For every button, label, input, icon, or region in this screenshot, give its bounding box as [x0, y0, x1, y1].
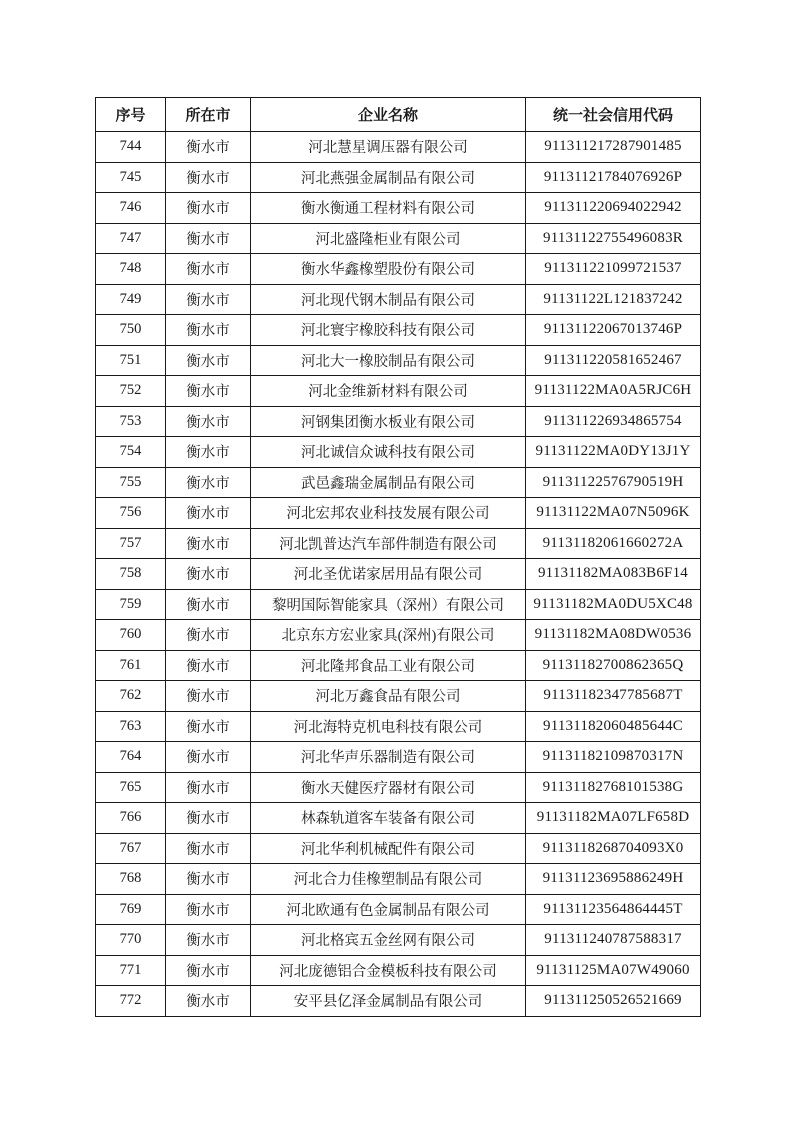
credit-code-cell: 911311217287901485	[526, 132, 701, 163]
city-cell: 衡水市	[166, 345, 251, 376]
credit-code-cell: 91131182MA08DW0536	[526, 620, 701, 651]
company-name-cell: 衡水衡通工程材料有限公司	[251, 193, 526, 224]
credit-code-cell: 911311250526521669	[526, 986, 701, 1017]
serial-cell: 750	[96, 315, 166, 346]
city-cell: 衡水市	[166, 559, 251, 590]
serial-cell: 748	[96, 254, 166, 285]
table-row	[96, 833, 701, 864]
city-cell: 衡水市	[166, 681, 251, 712]
table-row	[96, 559, 701, 590]
city-cell: 衡水市	[166, 955, 251, 986]
city-cell: 衡水市	[166, 498, 251, 529]
table-row	[96, 894, 701, 925]
serial-cell: 763	[96, 711, 166, 742]
city-cell: 衡水市	[166, 437, 251, 468]
credit-code-cell: 91131122L121837242	[526, 284, 701, 315]
credit-code-cell: 91131182MA083B6F14	[526, 559, 701, 590]
city-cell: 衡水市	[166, 284, 251, 315]
table-header-row	[96, 98, 701, 132]
table-row	[96, 315, 701, 346]
company-name-cell: 河北庞德铝合金模板科技有限公司	[251, 955, 526, 986]
table-row	[96, 162, 701, 193]
city-cell: 衡水市	[166, 376, 251, 407]
table-row	[96, 528, 701, 559]
company-name-cell: 河北凯普达汽车部件制造有限公司	[251, 528, 526, 559]
serial-cell: 747	[96, 223, 166, 254]
company-name-cell: 河北宏邦农业科技发展有限公司	[251, 498, 526, 529]
credit-code-cell: 911311220581652467	[526, 345, 701, 376]
city-cell: 衡水市	[166, 803, 251, 834]
serial-cell: 771	[96, 955, 166, 986]
table-row	[96, 925, 701, 956]
credit-code-cell: 91131122576790519H	[526, 467, 701, 498]
table-row	[96, 376, 701, 407]
serial-cell: 754	[96, 437, 166, 468]
table-row	[96, 955, 701, 986]
serial-cell: 766	[96, 803, 166, 834]
city-cell: 衡水市	[166, 467, 251, 498]
city-cell: 衡水市	[166, 528, 251, 559]
credit-code-cell: 91131122MA0DY13J1Y	[526, 437, 701, 468]
city-cell: 衡水市	[166, 894, 251, 925]
company-name-cell: 河北圣优诺家居用品有限公司	[251, 559, 526, 590]
credit-code-cell: 91131122MA0A5RJC6H	[526, 376, 701, 407]
serial-cell: 765	[96, 772, 166, 803]
company-name-cell: 河北慧星调压器有限公司	[251, 132, 526, 163]
credit-code-cell: 91131122MA07N5096K	[526, 498, 701, 529]
credit-code-cell: 91131121784076926P	[526, 162, 701, 193]
serial-cell: 767	[96, 833, 166, 864]
city-cell: 衡水市	[166, 193, 251, 224]
table-row	[96, 620, 701, 651]
table-row	[96, 864, 701, 895]
serial-cell: 759	[96, 589, 166, 620]
company-name-cell: 河钢集团衡水板业有限公司	[251, 406, 526, 437]
table-row	[96, 711, 701, 742]
credit-code-cell: 91131182768101538G	[526, 772, 701, 803]
table-row	[96, 681, 701, 712]
company-name-cell: 北京东方宏业家具(深州)有限公司	[251, 620, 526, 651]
serial-cell: 744	[96, 132, 166, 163]
city-cell: 衡水市	[166, 864, 251, 895]
credit-code-cell: 91131123564864445T	[526, 894, 701, 925]
table-row	[96, 284, 701, 315]
credit-code-cell: 911311221099721537	[526, 254, 701, 285]
serial-cell: 761	[96, 650, 166, 681]
serial-cell: 749	[96, 284, 166, 315]
company-name-cell: 河北合力佳橡塑制品有限公司	[251, 864, 526, 895]
city-cell: 衡水市	[166, 772, 251, 803]
serial-cell: 762	[96, 681, 166, 712]
company-name-cell: 河北燕强金属制品有限公司	[251, 162, 526, 193]
serial-cell: 770	[96, 925, 166, 956]
city-cell: 衡水市	[166, 406, 251, 437]
table-row	[96, 254, 701, 285]
serial-cell: 760	[96, 620, 166, 651]
table-body	[96, 132, 701, 1017]
serial-cell: 753	[96, 406, 166, 437]
table-row	[96, 498, 701, 529]
credit-code-cell: 91131182109870317N	[526, 742, 701, 773]
company-name-cell: 黎明国际智能家具（深州）有限公司	[251, 589, 526, 620]
company-name-cell: 河北华声乐器制造有限公司	[251, 742, 526, 773]
company-name-cell: 衡水天健医疗器材有限公司	[251, 772, 526, 803]
table-row	[96, 406, 701, 437]
column-header-company-name: 企业名称	[251, 98, 526, 132]
serial-cell: 768	[96, 864, 166, 895]
city-cell: 衡水市	[166, 711, 251, 742]
city-cell: 衡水市	[166, 315, 251, 346]
serial-cell: 756	[96, 498, 166, 529]
serial-cell: 757	[96, 528, 166, 559]
city-cell: 衡水市	[166, 162, 251, 193]
company-name-cell: 河北诚信众诚科技有限公司	[251, 437, 526, 468]
column-header-credit-code: 统一社会信用代码	[526, 98, 701, 132]
credit-code-cell: 911311240787588317	[526, 925, 701, 956]
table-row	[96, 803, 701, 834]
table-row	[96, 650, 701, 681]
credit-code-cell: 91131182060485644C	[526, 711, 701, 742]
credit-code-cell: 91131182347785687T	[526, 681, 701, 712]
city-cell: 衡水市	[166, 254, 251, 285]
company-table	[95, 97, 701, 1017]
company-name-cell: 衡水华鑫橡塑股份有限公司	[251, 254, 526, 285]
company-name-cell: 河北金维新材料有限公司	[251, 376, 526, 407]
city-cell: 衡水市	[166, 589, 251, 620]
company-name-cell: 河北现代钢木制品有限公司	[251, 284, 526, 315]
table-row	[96, 772, 701, 803]
credit-code-cell: 91131182MA0DU5XC48	[526, 589, 701, 620]
city-cell: 衡水市	[166, 742, 251, 773]
serial-cell: 752	[96, 376, 166, 407]
company-name-cell: 河北盛隆柜业有限公司	[251, 223, 526, 254]
city-cell: 衡水市	[166, 223, 251, 254]
column-header-serial: 序号	[96, 98, 166, 132]
table-row	[96, 437, 701, 468]
city-cell: 衡水市	[166, 986, 251, 1017]
credit-code-cell: 91131182061660272A	[526, 528, 701, 559]
company-name-cell: 河北万鑫食品有限公司	[251, 681, 526, 712]
company-name-cell: 安平县亿泽金属制品有限公司	[251, 986, 526, 1017]
credit-code-cell: 91131122067013746P	[526, 315, 701, 346]
credit-code-cell: 911311226934865754	[526, 406, 701, 437]
serial-cell: 764	[96, 742, 166, 773]
credit-code-cell: 91131123695886249H	[526, 864, 701, 895]
table-row	[96, 467, 701, 498]
credit-code-cell: 911311220694022942	[526, 193, 701, 224]
table-row	[96, 193, 701, 224]
company-name-cell: 武邑鑫瑞金属制品有限公司	[251, 467, 526, 498]
serial-cell: 746	[96, 193, 166, 224]
credit-code-cell: 9113118268704093X0	[526, 833, 701, 864]
credit-code-cell: 91131125MA07W49060	[526, 955, 701, 986]
city-cell: 衡水市	[166, 650, 251, 681]
serial-cell: 745	[96, 162, 166, 193]
company-name-cell: 河北隆邦食品工业有限公司	[251, 650, 526, 681]
company-name-cell: 河北海特克机电科技有限公司	[251, 711, 526, 742]
serial-cell: 769	[96, 894, 166, 925]
city-cell: 衡水市	[166, 925, 251, 956]
company-name-cell: 河北寰宇橡胶科技有限公司	[251, 315, 526, 346]
company-name-cell: 河北大一橡胶制品有限公司	[251, 345, 526, 376]
city-cell: 衡水市	[166, 833, 251, 864]
column-header-city: 所在市	[166, 98, 251, 132]
credit-code-cell: 91131182700862365Q	[526, 650, 701, 681]
company-name-cell: 河北华利机械配件有限公司	[251, 833, 526, 864]
company-name-cell: 河北欧通有色金属制品有限公司	[251, 894, 526, 925]
serial-cell: 755	[96, 467, 166, 498]
table-row	[96, 223, 701, 254]
serial-cell: 772	[96, 986, 166, 1017]
credit-code-cell: 91131122755496083R	[526, 223, 701, 254]
serial-cell: 751	[96, 345, 166, 376]
city-cell: 衡水市	[166, 620, 251, 651]
company-name-cell: 河北格宾五金丝网有限公司	[251, 925, 526, 956]
city-cell: 衡水市	[166, 132, 251, 163]
serial-cell: 758	[96, 559, 166, 590]
table-row	[96, 345, 701, 376]
table-row	[96, 589, 701, 620]
table-row	[96, 132, 701, 163]
table-row	[96, 742, 701, 773]
credit-code-cell: 91131182MA07LF658D	[526, 803, 701, 834]
table-header	[96, 98, 701, 132]
table-row	[96, 986, 701, 1017]
company-name-cell: 林森轨道客车装备有限公司	[251, 803, 526, 834]
